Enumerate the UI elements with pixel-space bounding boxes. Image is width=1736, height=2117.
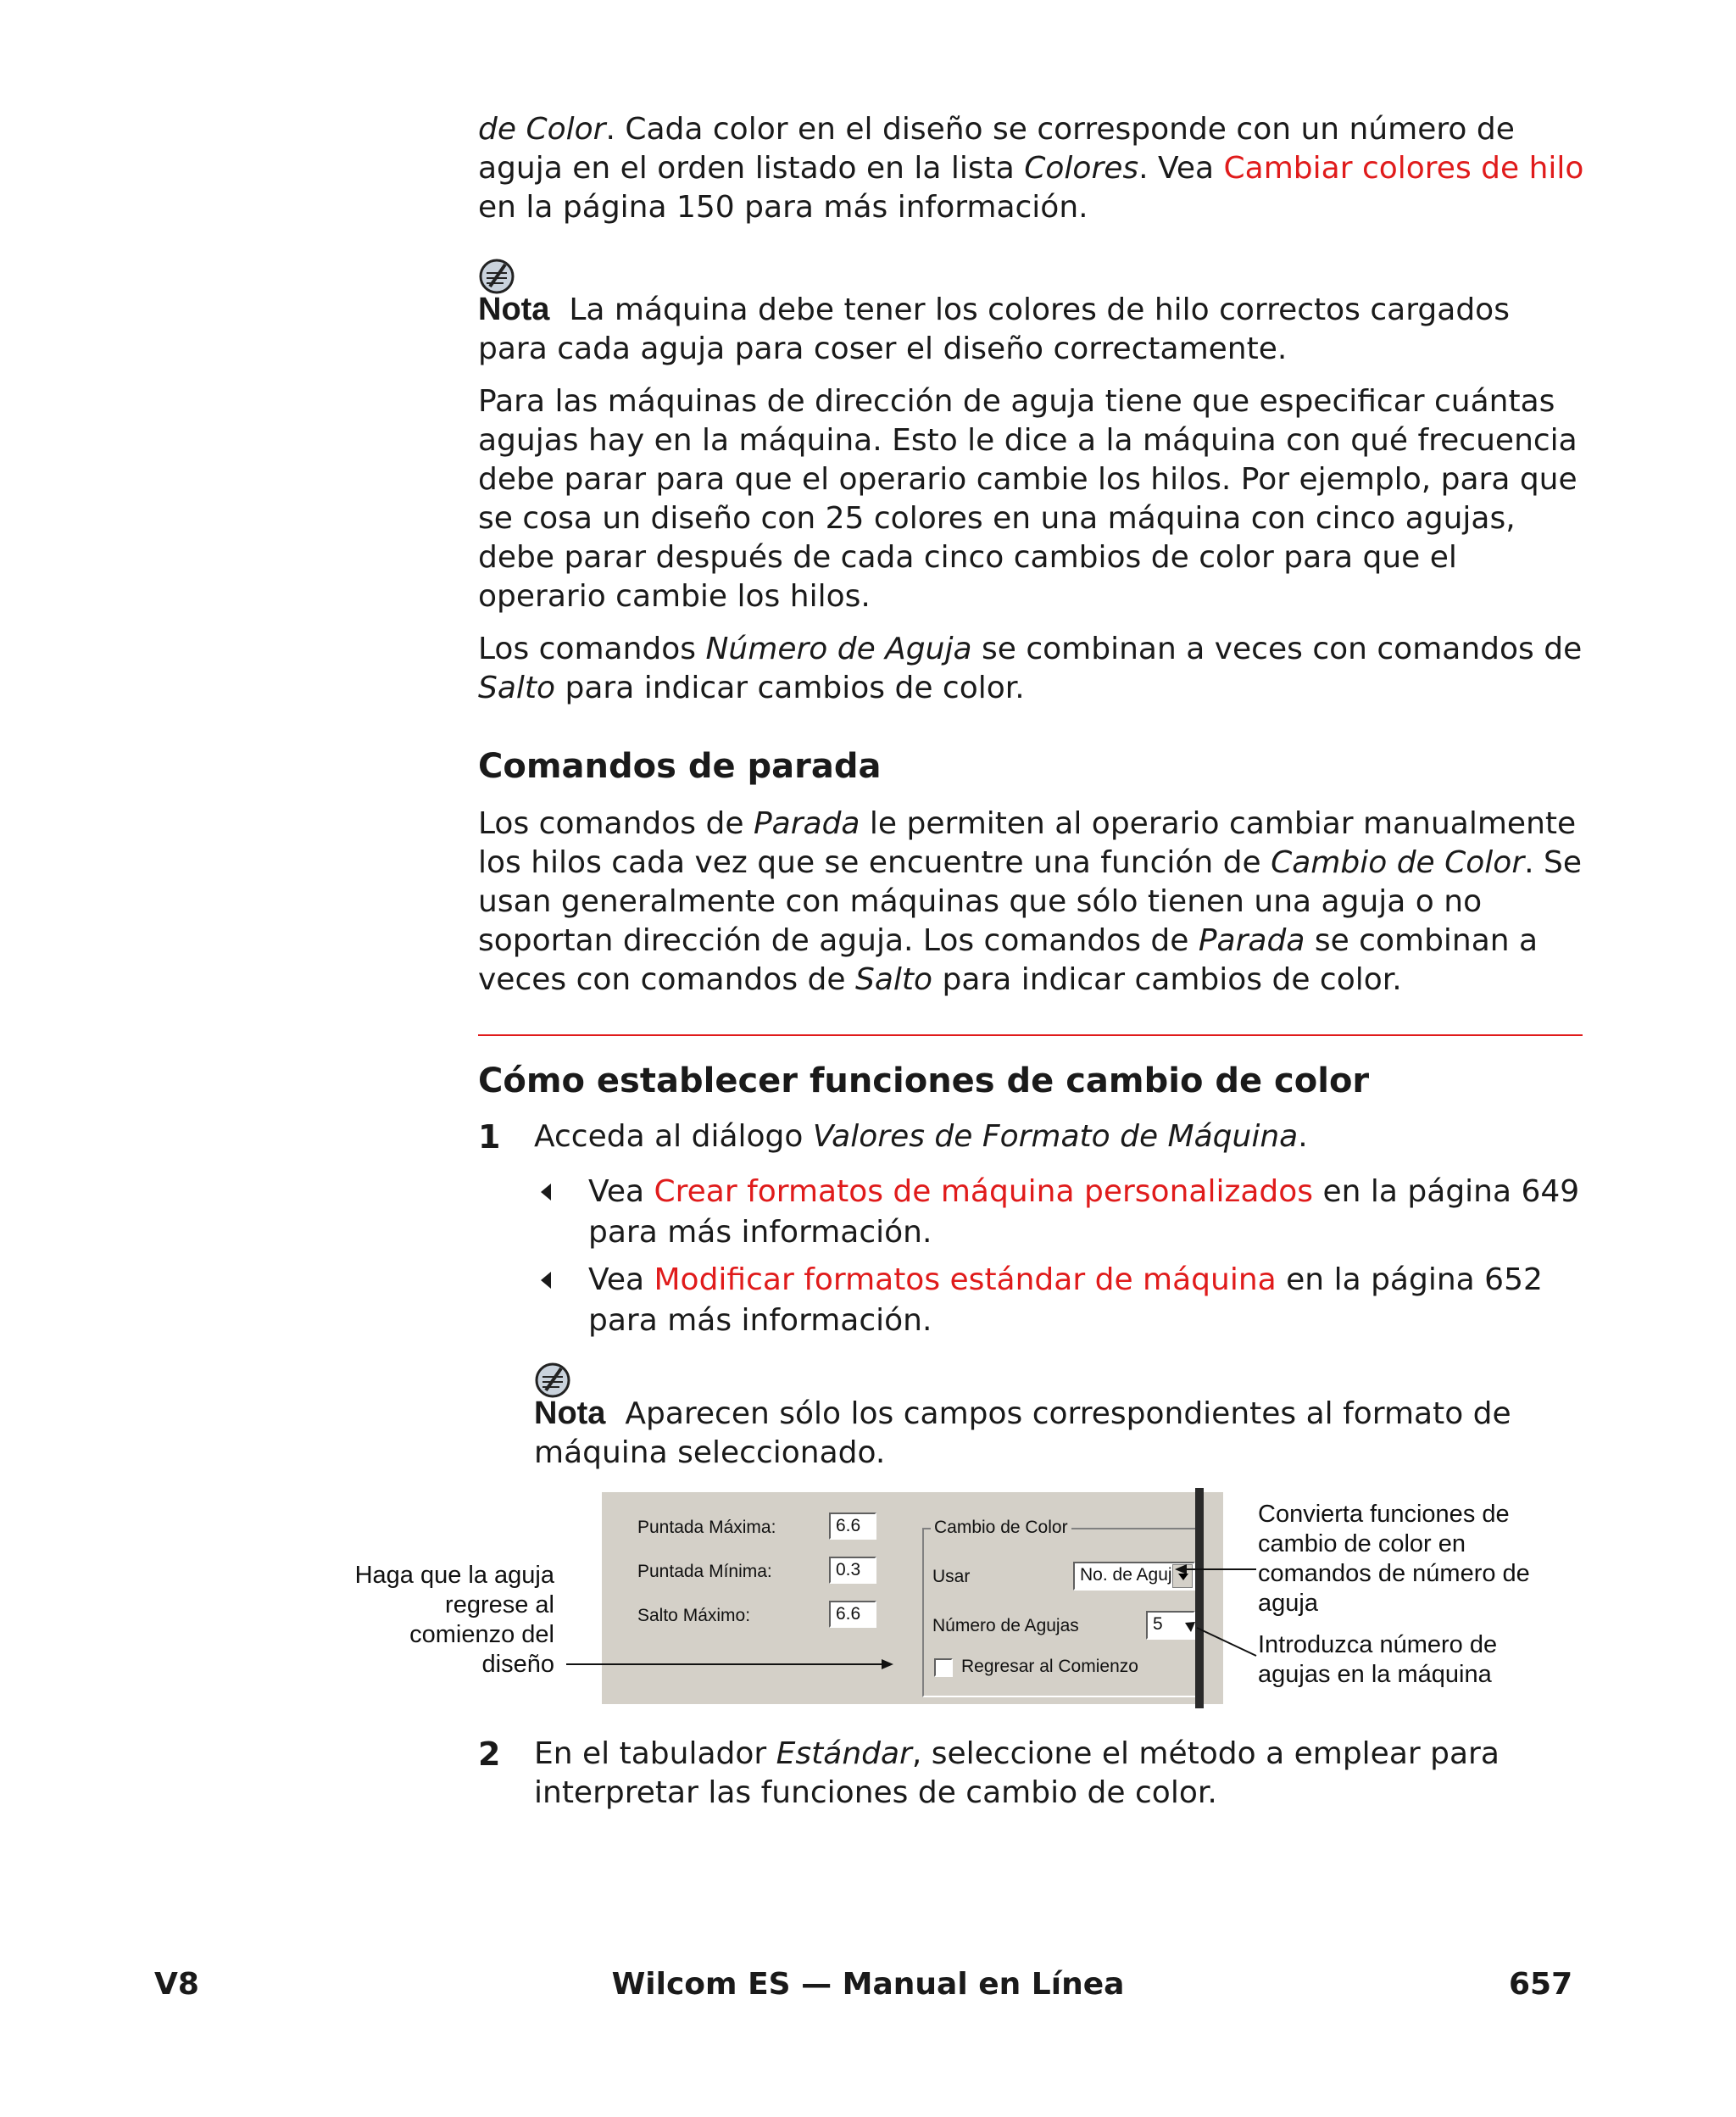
note-2-text: Aparecen sólo los campos correspondientes al formato de máquina seleccionado.: [534, 1396, 1511, 1470]
callout-arrowhead-bottom: [1185, 1622, 1195, 1632]
bullet-1: [478, 1172, 1589, 1253]
bullet-1-text-1: Vea: [588, 1174, 654, 1209]
callout-right-line: Convierta funciones de: [1258, 1501, 1510, 1528]
note-1-text: La máquina debe tener los colores de hilo correctos cargados para cada aguja para coser el diseño correctamente.: [478, 292, 1510, 366]
puntada-maxima-field[interactable]: 6.6: [829, 1513, 876, 1540]
bullet-2-text-1: Vea: [588, 1262, 654, 1297]
usar-dropdown-value: No. de Aguj: [1080, 1565, 1172, 1585]
callout-right-line: comandos de número de: [1258, 1560, 1530, 1587]
num-agujas-label: Número de Agujas: [932, 1616, 1079, 1635]
usar-label: Usar: [932, 1567, 971, 1586]
dialog-figure: [339, 1488, 1594, 1708]
intro-text-4: . Vea: [1138, 151, 1224, 186]
stop-text-7: se combinan a veces con comandos de: [478, 923, 1538, 997]
stop-text-1: Los comandos de: [478, 806, 754, 841]
note-1: [478, 258, 1589, 369]
callout-right-line: agujas en la máquina: [1258, 1661, 1492, 1688]
stop-italic-2: Parada: [753, 806, 860, 841]
needle-commands-paragraph: [478, 630, 1589, 708]
callout-arrowhead-top: [1175, 1564, 1187, 1574]
step-1-text-3: .: [1298, 1119, 1308, 1154]
cambio-de-color-title: Cambio de Color: [931, 1518, 1071, 1538]
procedure-section: [478, 1060, 1589, 1473]
puntada-maxima-label: Puntada Máxima:: [637, 1518, 776, 1537]
footer-page-number: 657: [1509, 1967, 1573, 2002]
callout-introduzca: [1258, 1630, 1594, 1690]
bullet-arrow-icon: [541, 1272, 551, 1289]
step-1-italic: Valores de Formato de Máquina: [812, 1119, 1299, 1154]
intro-text-5: en la página 150 para más información.: [478, 190, 1088, 225]
bullet-1-text-2: en la página 649 para más información.: [588, 1174, 1580, 1250]
step-2-italic: Estándar: [776, 1736, 912, 1771]
footer-title: Wilcom ES — Manual en Línea: [611, 1967, 1125, 2002]
regresar-label: Regresar al Comienzo: [961, 1657, 1138, 1676]
callout-arrowhead-left: [882, 1659, 893, 1669]
main-content: [478, 110, 1589, 1000]
step-1-number: 1: [478, 1118, 501, 1156]
stop-text-3: le permiten al operario cambiar manualmente los hilos cada vez que se encuentre una función de: [478, 806, 1577, 880]
link-cambiar-colores[interactable]: Cambiar colores de hilo: [1223, 151, 1584, 186]
callout-right-line: Introduzca número de: [1258, 1631, 1498, 1658]
heading-procedure: Cómo establecer funciones de cambio de color: [478, 1061, 1370, 1100]
needle-cmd-text-3: se combinan a veces con comandos de: [971, 632, 1583, 666]
intro-italic-1: de Color: [478, 112, 606, 147]
salto-maximo-field[interactable]: 6.6: [829, 1601, 876, 1628]
intro-paragraph: [478, 110, 1589, 227]
needle-cmd-text-1: Los comandos: [478, 632, 706, 666]
callout-convierta: [1258, 1500, 1594, 1618]
needle-cmd-text-5: para indicar cambios de color.: [555, 671, 1025, 705]
step-1-text-1: Acceda al diálogo: [534, 1119, 813, 1154]
bullet-2: [478, 1260, 1589, 1341]
step-2-text-3: , seleccione el método a emplear para interpretar las funciones de cambio de color.: [534, 1736, 1500, 1810]
callout-left-line: diseño: [481, 1651, 554, 1678]
stop-italic-8: Salto: [854, 962, 933, 997]
link-modificar-formatos[interactable]: Modificar formatos estándar de máquina: [654, 1262, 1277, 1297]
note-2: [478, 1362, 1589, 1473]
stop-italic-6: Parada: [1198, 923, 1305, 958]
callout-left-line: comienzo del: [409, 1621, 554, 1648]
callout-arrow-bottom: [1197, 1628, 1256, 1656]
stop-text-5: . Se usan generalmente con máquinas que sólo tienen una aguja o no soportan dirección de aguja. Los comandos de: [478, 845, 1583, 958]
step-2-number: 2: [478, 1735, 501, 1773]
section-divider: [478, 1034, 1583, 1036]
callout-left-line: Haga que la aguja: [354, 1562, 554, 1589]
footer-version: V8: [154, 1967, 199, 2002]
salto-maximo-label: Salto Máximo:: [637, 1606, 751, 1625]
intro-text-2: . Cada color en el diseño se corresponde con un número de aguja en el orden listado en la lista: [478, 112, 1515, 186]
stop-commands-paragraph: [478, 805, 1589, 1000]
callout-left-line: regrese al: [445, 1591, 554, 1618]
note-1-label: Nota: [478, 292, 550, 327]
link-crear-formatos[interactable]: Crear formatos de máquina personalizados: [654, 1174, 1314, 1209]
heading-comandos-parada: Comandos de parada: [478, 747, 882, 786]
num-agujas-field[interactable]: 5: [1146, 1611, 1195, 1640]
stop-text-9: para indicar cambios de color.: [932, 962, 1402, 997]
step-1: [478, 1117, 1589, 1156]
note-2-label: Nota: [534, 1396, 606, 1431]
needles-paragraph: Para las máquinas de dirección de aguja tiene que especificar cuántas agujas hay en la máquina. Esto le dice a la máquina con qué frecuencia debe parar para que el operario cambie los hilos. Por ejemplo, para que se cosa un diseño con 25 colores en una máquina con cinco agujas, debe parar después de cada cinco cambios de color para que el operario cambie los hilos.: [478, 384, 1577, 614]
needle-cmd-italic-2: Número de Aguja: [705, 632, 972, 666]
step-2: [478, 1735, 1589, 1813]
bullet-2-text-2: en la página 652 para más información.: [588, 1262, 1543, 1338]
callout-regresar: [339, 1561, 554, 1680]
puntada-minima-field[interactable]: 0.3: [829, 1557, 876, 1584]
callout-right-line: aguja: [1258, 1590, 1318, 1617]
intro-italic-3: Colores: [1024, 151, 1139, 186]
callout-right-line: cambio de color en: [1258, 1530, 1466, 1557]
step-2-text-1: En el tabulador: [534, 1736, 776, 1771]
stop-italic-4: Cambio de Color: [1271, 845, 1525, 880]
bullet-arrow-icon: [541, 1184, 551, 1201]
needle-cmd-italic-4: Salto: [478, 671, 556, 705]
puntada-minima-label: Puntada Mínima:: [637, 1562, 772, 1581]
